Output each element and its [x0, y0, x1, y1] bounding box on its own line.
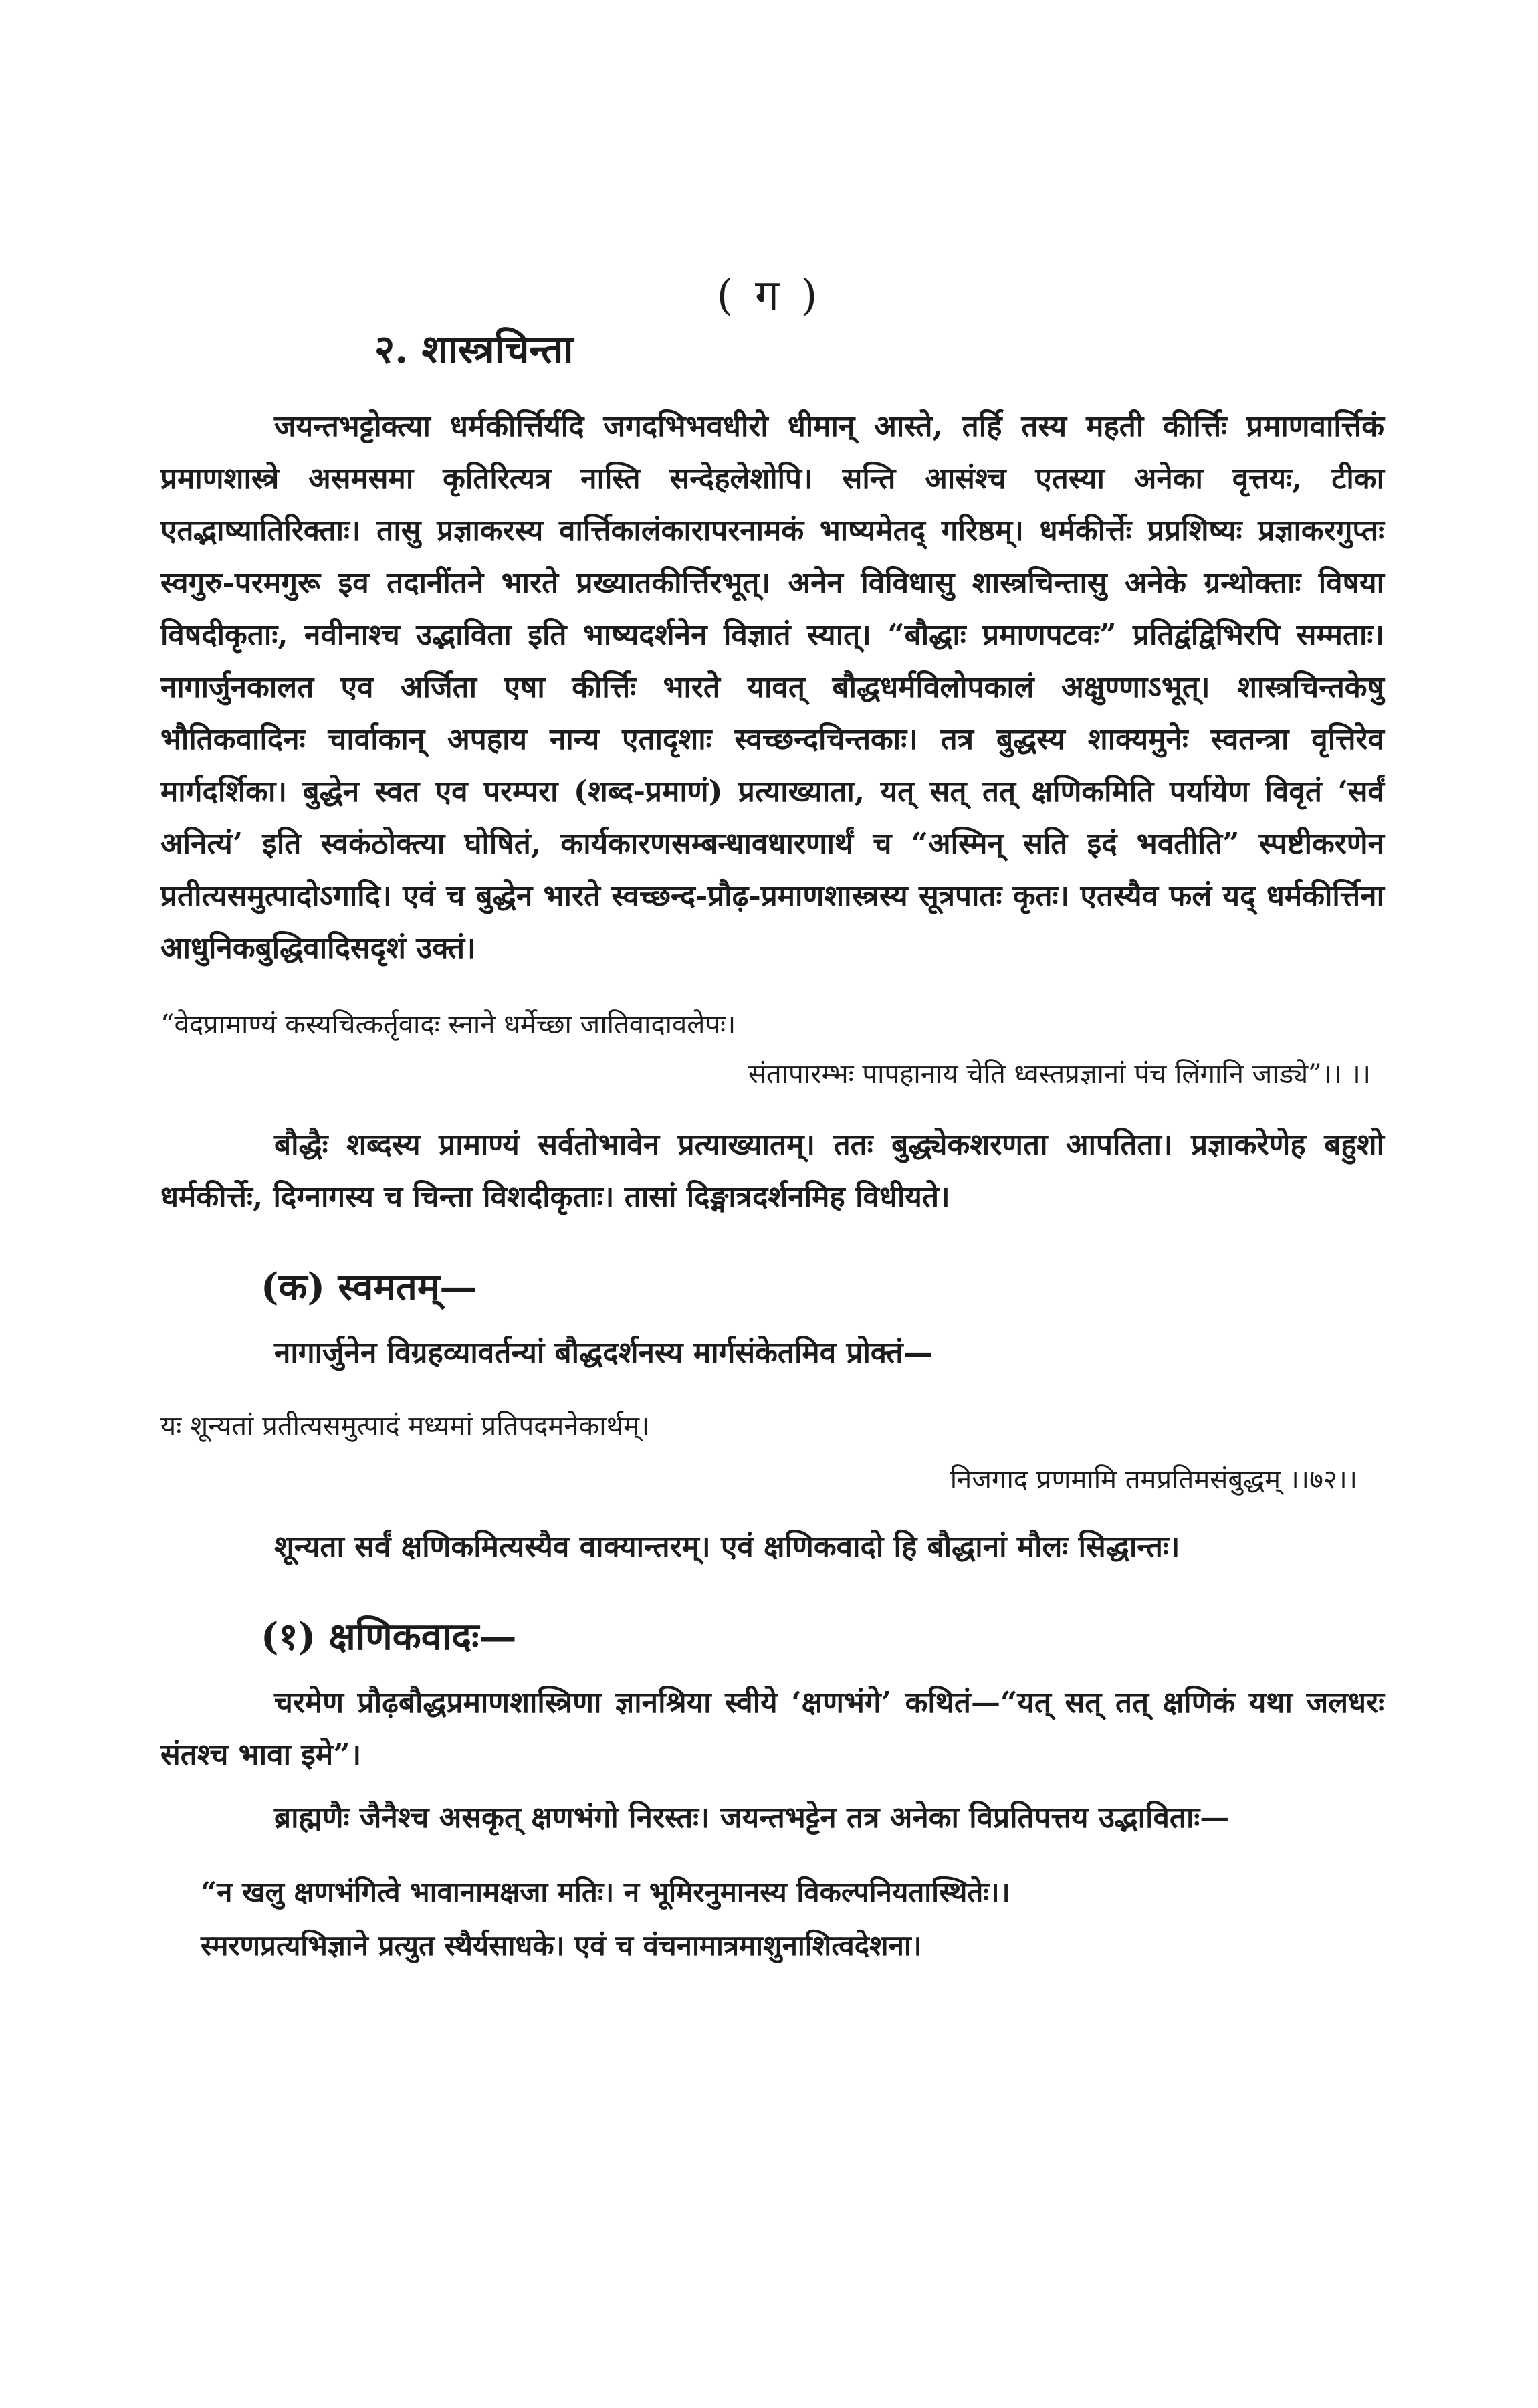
verse-quote-3: [160, 1866, 1384, 1973]
verse-quote-2: [160, 1399, 1384, 1506]
page-body: [160, 254, 1384, 1973]
verse-quote-1: [160, 1000, 1384, 1099]
verse-line: निजगाद प्रणमामि तमप्रतिमसंबुद्धम् ।।७२।।: [950, 1464, 1357, 1495]
subheading-svamatam: (क) स्वमतम्—: [261, 1265, 477, 1309]
paragraph-nagarjuna: नागार्जुनेन विग्रहव्यावर्तन्यां बौद्धदर्शनस्य मार्गसंकेतमिव प्रोक्तं—: [274, 1336, 933, 1370]
paragraph-jayanta: ब्राह्मणैः जैनैश्च असकृत् क्षणभंगो निरस्तः। जयन्तभट्टेन तत्र अनेका विप्रतिपत्तय उद्भाविताः—: [274, 1801, 1230, 1835]
page-number: ( ग ): [716, 271, 822, 320]
paragraph-shunyata: शून्यता सर्वं क्षणिकमित्यस्यैव वाक्यान्तरम्। एवं क्षणिकवादो हि बौद्धानां मौलः सिद्धान्तः।: [274, 1530, 1180, 1564]
paragraph-intro: जयन्तभट्टोक्त्या धर्मकीर्त्तिर्यदि जगदभिभवधीरो धीमान् आस्ते, तर्हि तस्य महती कीर्त्तिः प्रमाणवार्त्तिकं प्रमाणशास्त्रे असमसमा कृतिरित्यत्र नास्ति सन्देहलेशोपि। सन्ति आसंश्च एतस्या अनेका वृत्तयः, टीका एतद्भाष्यातिरिक्ताः। तासु प्रज्ञाकरस्य वार्त्तिकालंकारापरनामकं भाष्यमेतद् गरिष्ठम्। धर्मकीर्त्तेः प्रप्रशिष्यः प्रज्ञाकरगुप्तः स्वगुरु-परमगुरू इव तदानींतने भारते प्रख्यातकीर्त्तिरभूत्। अनेन विविधासु शास्त्रचिन्तासु अनेके ग्रन्थोक्ताः विषया विषदीकृताः, नवीनाश्च उद्भाविता इति भाष्यदर्शनेन विज्ञातं स्यात्। “बौद्धाः प्रमाणपटवः” प्रतिद्वंद्विभिरपि सम्मताः। नागार्जुनकालत एव अर्जिता एषा कीर्त्तिः भारते यावत् बौद्धधर्मविलोपकालं अक्षुण्णाऽभूत्। शास्त्रचिन्तकेषु भौतिकवादिनः चार्वाकान् अपहाय नान्य एतादृशाः स्वच्छन्दचिन्तकाः। तत्र बुद्धस्य शाक्यमुनेः स्वतन्त्रा वृत्तिरेव मार्गदर्शिका। बुद्धेन स्वत एव परम्परा (शब्द-प्रमाणं) प्रत्याख्याता, यत् सत् तत् क्षणिकमिति पर्यायेण विवृतं ‘सर्वं अनित्यं’ इति स्वकंठोक्त्या घोषितं, कार्यकारणसम्बन्धावधारणार्थं च “अस्मिन् सति इदं भवतीति” स्पष्टीकरणेन प्रतीत्यसमुत्पादोऽगादि। एवं च बुद्धेन भारते स्वच्छन्द-प्रौढ़-प्रमाणशास्त्रस्य सूत्रपातः कृतः। एतस्यैव फलं यद् धर्मकीर्त्तिना आधुनिकबुद्धिवादिसदृशं उक्तं।: [160, 409, 1384, 965]
verse-line: “न खलु क्षणभंगित्वे भावानामक्षजा मतिः। न भूमिरनुमानस्य विकल्पनियतास्थितेः।।: [201, 1876, 1010, 1908]
verse-line: संतापारम्भः पापहानाय चेति ध्वस्तप्रज्ञानां पंच लिंगानि जाड्ये”।। ।।: [748, 1059, 1371, 1090]
paragraph-jnanashri: चरमेण प्रौढ़बौद्धप्रमाणशास्त्रिणा ज्ञानश्रिया स्वीये ‘क्षणभंगे’ कथितं—“यत् सत् तत् क्षणिकं यथा जलधरः संतश्च भावा इमे”।: [160, 1686, 1384, 1772]
verse-line: “वेदप्रामाण्यं कस्यचित्कर्तृवादः स्नाने धर्मेच्छा जातिवादावलेपः।: [160, 1009, 736, 1040]
subheading-kshanikavada: (१) क्षणिकवादः—: [261, 1615, 517, 1659]
section-heading: २. शास्त्रचिन्ता: [374, 326, 574, 372]
verse-line: यः शून्यतां प्रतीत्यसमुत्पादं मध्यमां प्रतिपदमनेकार्थम्।: [160, 1411, 650, 1441]
verse-line: स्मरणप्रत्यभिज्ञाने प्रत्युत स्थैर्यसाधके। एवं च वंचनामात्रमाशुनाशित्वदेशना।: [201, 1929, 922, 1962]
paragraph-buddhist-pramana: बौद्धैः शब्दस्य प्रामाण्यं सर्वतोभावेन प्रत्याख्यातम्। ततः बुद्ध्येकशरणता आपतिता। प्रज्ञाकरेणेह बहुशो धर्मकीर्त्तेः, दिग्नागस्य च चिन्ता विशदीकृताः। तासां दिङ्मात्रदर्शनमिह विधीयते।: [160, 1128, 1384, 1214]
